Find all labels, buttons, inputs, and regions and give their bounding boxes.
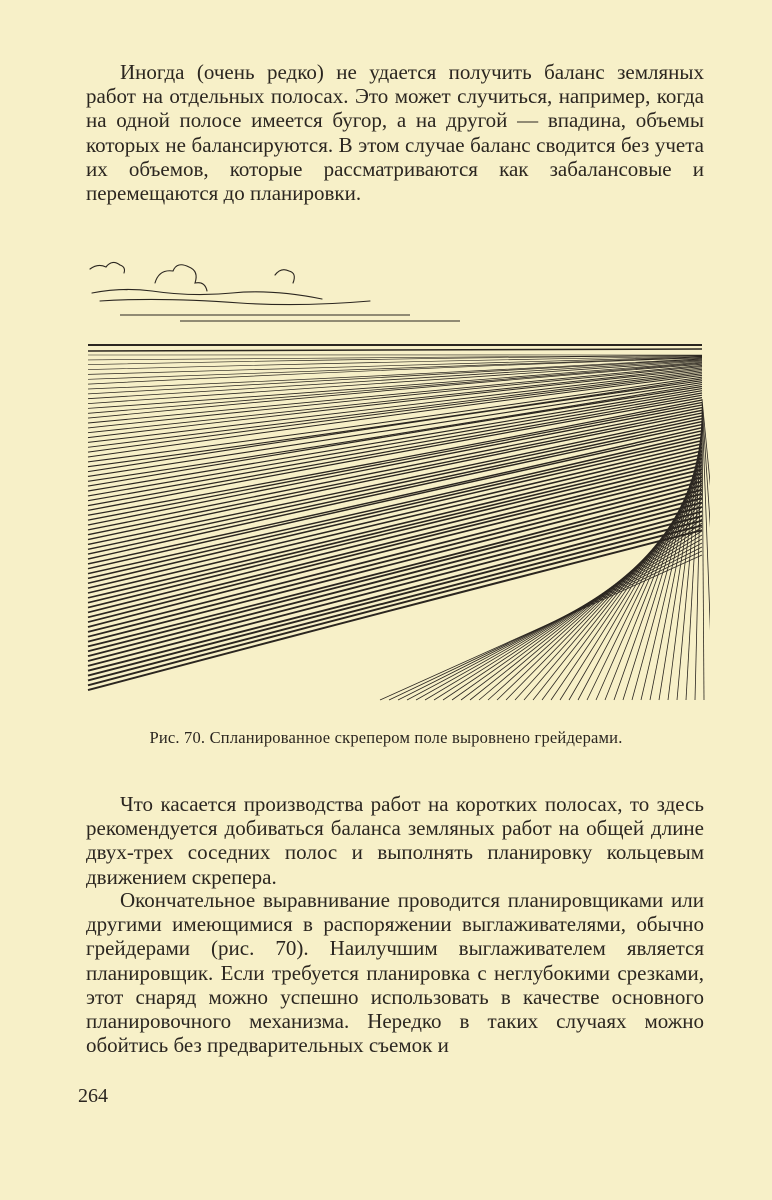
hatch-line xyxy=(88,490,702,647)
hatch-line xyxy=(88,385,702,482)
figure-caption: Рис. 70. Спланированное скрепером поле выровнено грейдерами. xyxy=(149,728,623,747)
hatch-line xyxy=(88,357,702,379)
hatch-line xyxy=(88,437,702,578)
paragraph-1: Иногда (очень редко) не удается получить баланс земляных работ на отдельных полосах. Это может случиться, например, когда на одной полосе имеется бугор, а на другой — впадина, объемы которых не балансируются. В этом случае баланс сводится без учета их объемов, которые рассматриваются как забалансовые и перемещаются до планировки. xyxy=(86,60,704,206)
hatch-line xyxy=(88,363,702,413)
horizon-lines xyxy=(88,315,702,351)
hatch-line xyxy=(88,507,702,666)
page-number: 264 xyxy=(78,1085,108,1107)
clouds xyxy=(90,262,370,304)
hatch-line xyxy=(88,498,702,656)
field-illustration xyxy=(80,255,710,705)
hatch-line xyxy=(88,494,702,651)
hatch-line xyxy=(88,486,702,642)
paragraph-3: Окончательное выравнивание проводится планировщиками или другими имеющимися в распоряжении выглаживателями, обычно грейдерами (рис. 70). Наилучшим выглаживателем является планировщик. Если требуется планировка с неглубокими срезками, этот снаряд можно успешно использовать в качестве основного планировочного механизма. Нередко в таких случаях можно обойтись без предварительных съемок и xyxy=(86,888,704,1058)
hatch-line xyxy=(88,455,702,603)
hatch-line xyxy=(88,503,702,661)
hatch-line xyxy=(88,359,702,394)
field-hatching xyxy=(88,355,710,700)
paragraph-2: Что касается производства работ на коротких полосах, то здесь рекомендуется добиваться баланса земляных работ на общей длине двух-трех соседних полос и выполнять планировку кольцевым движением скрепера. xyxy=(86,792,704,889)
